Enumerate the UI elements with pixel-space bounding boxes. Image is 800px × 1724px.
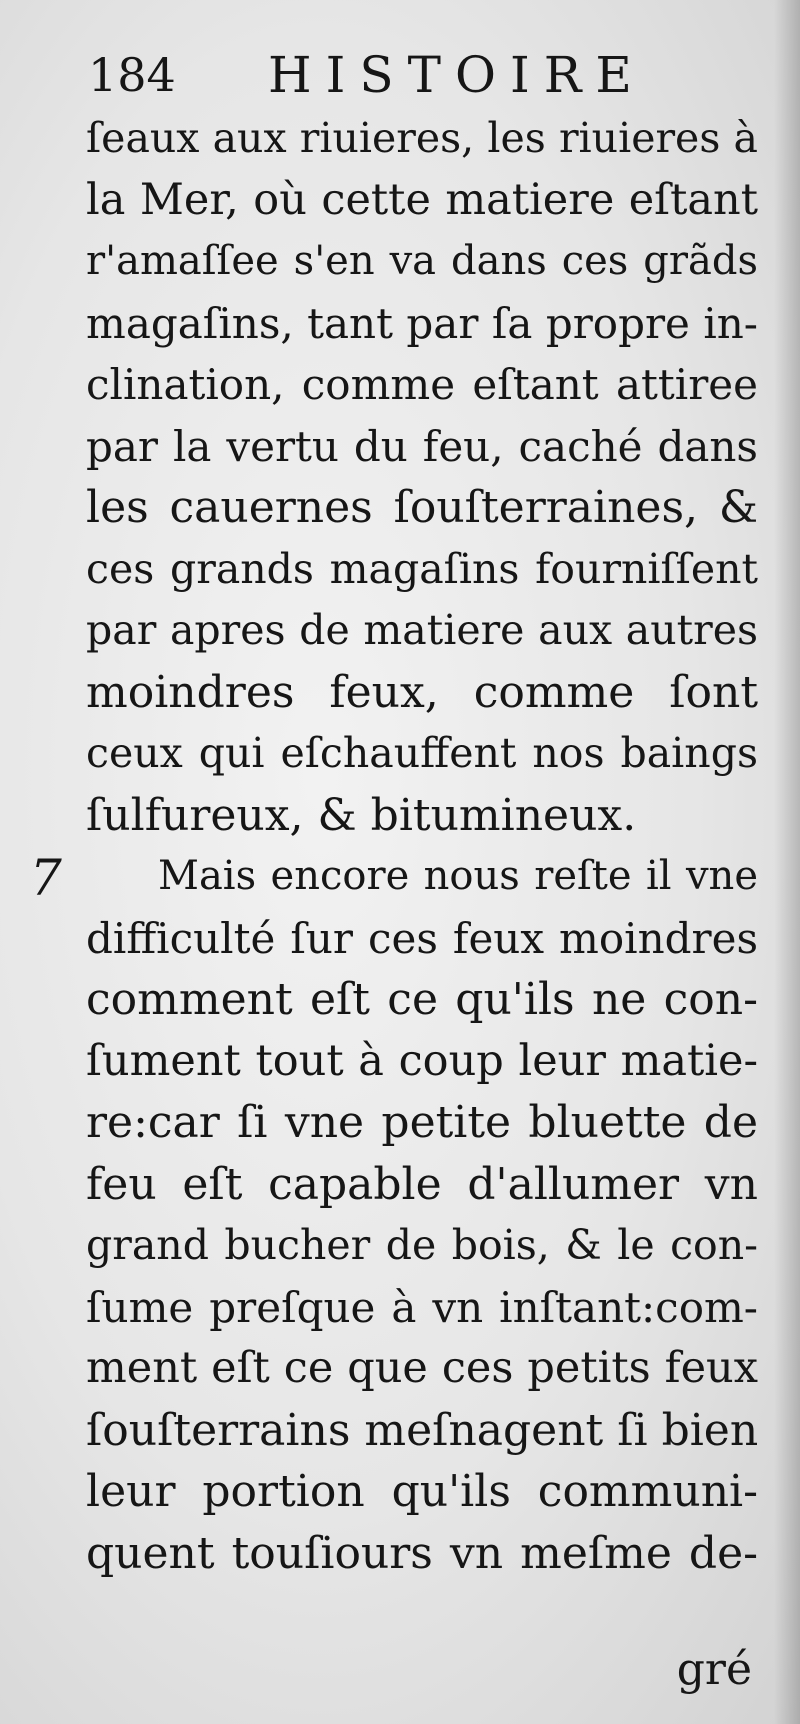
text-line: ſument tout à coup leur matie- [86,1035,758,1086]
text-line: comment eſt ce qu'ils ne con- [86,974,758,1025]
text-line: ſouſterrains meſnagent ſi bien [86,1404,759,1456]
text-line: ces grands magaſins fourniſſent [86,544,758,593]
spine-shadow [774,0,800,1724]
text-line: leur portion qu'ils communi- [86,1466,758,1517]
body-text [86,108,758,1584]
text-line: re:car ſi vne petite bluette de [86,1097,758,1148]
paragraph-number: 7 [30,849,62,907]
text-line: clination, comme eſtant attiree [86,360,758,409]
text-line: magaſins, tant par ſa propre in- [86,298,758,348]
text-line: ſume preſque à vn inſtant:com- [86,1282,758,1332]
text-line: par la vertu du feu, caché dans [86,421,758,471]
text-line: quent touſiours vn meſme de- [86,1527,758,1579]
text-line: ment eſt ce que ces petits feux [86,1343,758,1393]
text-line: les cauernes ſouſterraines, & [86,482,758,533]
catchword: gré [676,1644,752,1695]
text-line: difficulté ſur ces feux moindres [86,913,758,963]
text-line: grand bucher de bois, & le con- [86,1221,758,1269]
text-line: par apres de matiere aux autres [86,606,758,654]
page-number: 184 [88,48,176,102]
text-line: ſeaux aux riuieres, les riuieres à [86,114,758,162]
running-head [88,40,688,110]
text-line: Mais encore nous reſte il vne [158,853,758,899]
text-line: feu eſt capable d'allumer vn [86,1158,758,1210]
text-line: r'amaſſee s'en va dans ces grãds [86,238,758,284]
running-title: HISTOIRE [268,46,646,104]
text-line: la Mer, où cette matiere eſtant [86,174,758,225]
text-line: moindres feux, comme ſont [86,666,758,718]
text-line: ſulfureux, & bitumineux. [86,789,637,841]
text-line: ceux qui eſchauffent nos baings [86,729,758,777]
